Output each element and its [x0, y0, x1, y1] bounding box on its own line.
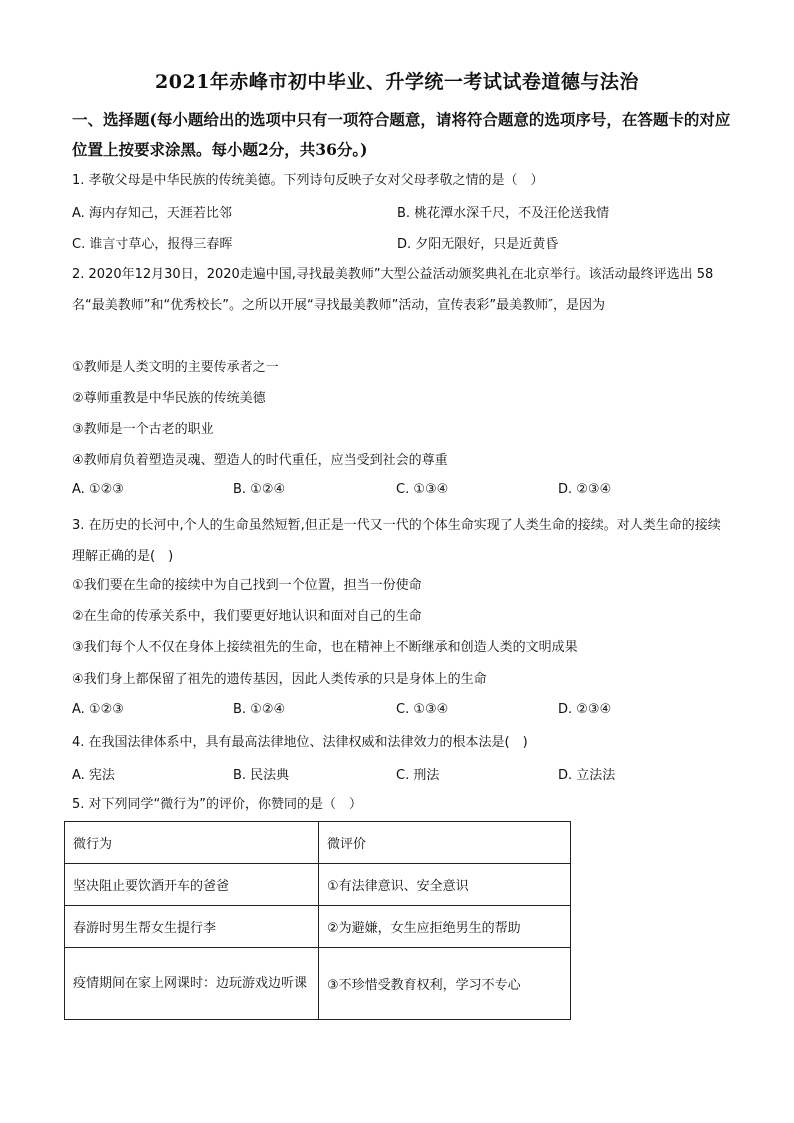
q4-option-d: D. 立法法 — [558, 768, 616, 783]
q1-option-d: D. 夕阳无限好，只是近黄昏 — [397, 237, 559, 252]
q2-option-d: D. ②③④ — [558, 482, 612, 497]
q3-option-b: B. ①②④ — [233, 702, 286, 717]
q3-item: ③我们每个人不仅在身体上接续祖先的生命，也在精神上不断继承和创造人类的文明成果 — [72, 640, 578, 655]
q5-stem: 5. 对下列同学“微行为”的评价，你赞同的是（ ） — [72, 797, 363, 812]
table-cell: 疫情期间在家上网课时：边玩游戏边听课 — [65, 948, 319, 1020]
q2-option-c: C. ①③④ — [396, 482, 449, 497]
table-row — [65, 906, 571, 948]
q3-item: ④我们身上都保留了祖先的遗传基因，因此人类传承的只是身体上的生命 — [72, 672, 487, 687]
table-row — [65, 948, 571, 1020]
q3-option-c: C. ①③④ — [396, 702, 449, 717]
q4-option-c: C. 刑法 — [396, 768, 440, 783]
q4-stem: 4. 在我国法律体系中，具有最高法律地位、法律权威和法律效力的根本法是( ) — [72, 735, 528, 750]
table-cell: ①有法律意识、安全意识 — [319, 864, 571, 906]
section-heading: 一、选择题(每小题给出的选项中只有一项符合题意，请将符合题意的选项序号，在答题卡的对应位置上按要求涂黑。每小题2分，共36分。) — [72, 110, 731, 159]
q2-item: ①教师是人类文明的主要传承者之一 — [72, 360, 279, 375]
q1-stem: 1. 孝敬父母是中华民族的传统美德。下列诗句反映子女对父母孝敬之情的是（ ） — [72, 173, 544, 188]
table-cell: ②为避嫌，女生应拒绝男生的帮助 — [319, 906, 571, 948]
q1-options-row1 — [72, 202, 732, 222]
q1-option-c: C. 谁言寸草心，报得三春晖 — [72, 237, 233, 252]
q4-option-b: B. 民法典 — [233, 768, 290, 783]
q5-table — [64, 821, 571, 1020]
q2-item: ③教师是一个古老的职业 — [72, 422, 214, 437]
q2-item: ②尊师重教是中华民族的传统美德 — [72, 391, 266, 406]
table-header-cell: 微评价 — [319, 822, 571, 864]
q1-option-a: A. 海内存知己，天涯若比邻 — [72, 206, 232, 221]
table-row — [65, 864, 571, 906]
q4-options — [72, 764, 732, 784]
q2-option-b: B. ①②④ — [233, 482, 286, 497]
table-header-cell: 微行为 — [65, 822, 319, 864]
q3-item: ①我们要在生命的接续中为自己找到一个位置，担当一份使命 — [72, 578, 422, 593]
q2-stem: 2. 2020年12月30日，2020走遍中国,寻找最美教师”大型公益活动颁奖典礼在北京举行。该活动最终评选出 58名“最美教师”和“优秀校长”。之所以开展“寻找最美教师”活动，宣传表彩”最美教师″，是因为 — [72, 267, 714, 313]
q3-stem: 3. 在历史的长河中,个人的生命虽然短暂,但正是一代又一代的个体生命实现了人类生命的接续。对人类生命的接续理解正确的是( ) — [72, 518, 721, 564]
q3-option-d: D. ②③④ — [558, 702, 612, 717]
table-cell: ③不珍惜受教育权利，学习不专心 — [319, 948, 571, 1020]
q1-options-row2 — [72, 233, 732, 253]
q3-option-a: A. ①②③ — [72, 702, 124, 717]
table-cell: 坚决阻止要饮酒开车的爸爸 — [65, 864, 319, 906]
q4-option-a: A. 宪法 — [72, 768, 115, 783]
q2-item: ④教师肩负着塑造灵魂、塑造人的时代重任，应当受到社会的尊重 — [72, 453, 448, 468]
table-cell: 春游时男生帮女生提行李 — [65, 906, 319, 948]
q1-option-b: B. 桃花潭水深千尺，不及汪伦送我情 — [397, 206, 610, 221]
q2-options — [72, 482, 732, 502]
q3-item: ②在生命的传承关系中，我们要更好地认识和面对自己的生命 — [72, 609, 422, 624]
page-title: 2021年赤峰市初中毕业、升学统一考试试卷道德与法治 — [155, 71, 639, 93]
q2-option-a: A. ①②③ — [72, 482, 124, 497]
q3-options — [72, 702, 732, 722]
table-header-row — [65, 822, 571, 864]
